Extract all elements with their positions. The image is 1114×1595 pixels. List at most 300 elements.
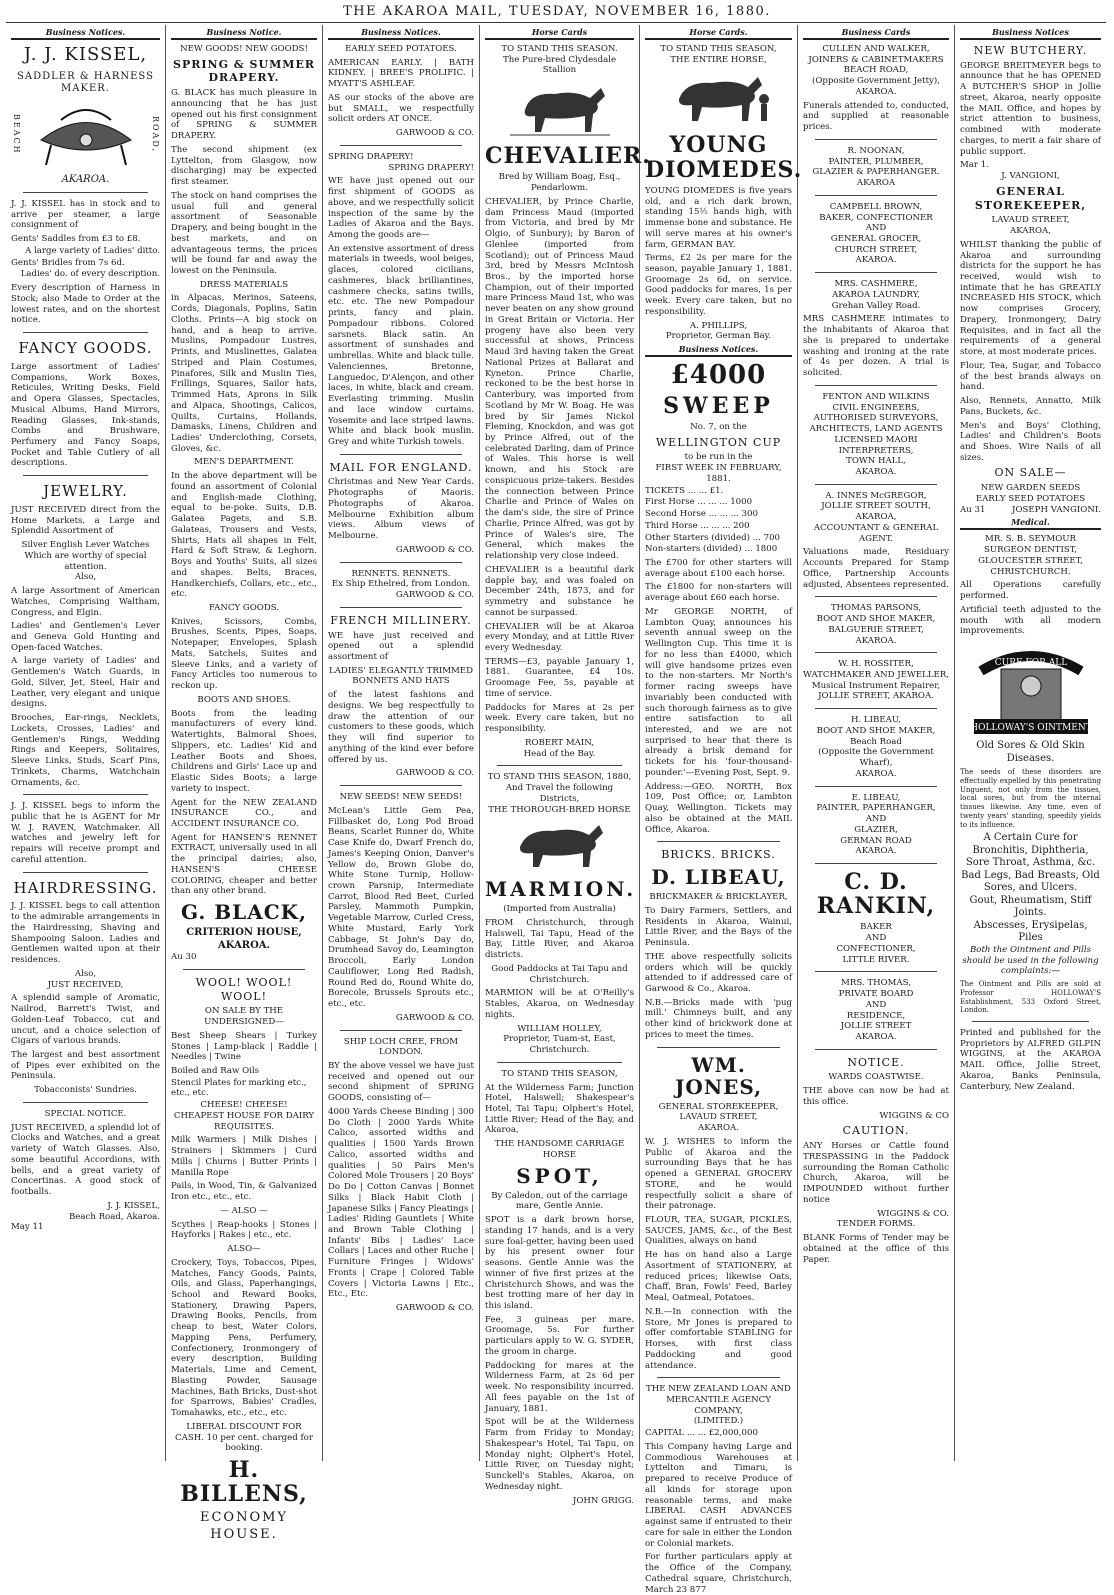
seed-list: McLean's Little Gem Pea, Fillbasket do, Long Pod Broad Beans, Scarlet Runner do, White Case Knife do, Dwarf French do, James's Keeping Onion, Danver's Yellow do, Brown Globe do, White Stone Turnip, Hollow-crown Parsnip, Intermediate Carrot, Blood Red Beet, Curled Parsley, Mammoth Pumpkin, Vegetable Marrow, Curled Cress, White Mustard, Early York Cabbage, St John's Day do, Drumhead Savoy do, Leamington Broccoli, Early London Cauliflower, Long Red Radish, Round Red do, Round White do, Borecole, Brussels Sprouts etc., etc., etc. <box>328 805 474 1010</box>
printer-imprint: Printed and published for the Proprietors by ALFRED GILPIN WIGGINS, at the AKAROA MAIL Office, Jollie Street, Akaroa, Banks Peninsula, Canterbury, New Zealand. <box>960 1028 1101 1092</box>
cheese-house: CHEAPEST HOUSE FOR DAIRY REQUISITES. <box>173 1110 315 1132</box>
nz-loan-title: THE NEW ZEALAND LOAN AND MERCANTILE AGENCY COMPANY, <box>646 1384 791 1416</box>
column-header: Business Notice. <box>171 25 317 40</box>
prize-non-starters: Non-starters (divided) ... 1800 <box>645 544 778 555</box>
column-kissel <box>6 25 166 1461</box>
insurance-agent: Agent for the NEW ZEALAND INSURANCE CO., and ACCIDENT INSURANCE CO. <box>171 797 317 829</box>
bonnets-text: of the latest fashions and designs. We beg respectfully to draw the attention of our customers to these goods, which they will find superior to anything of the kind ever before offered by us. <box>328 690 474 765</box>
entire-horse: THE ENTIRE HORSE, <box>670 54 767 65</box>
prize-third: Third Horse ... ... ... 200 <box>645 520 750 531</box>
jones-akaroa: AKAROA. <box>698 1123 739 1134</box>
watch-guards: A large variety of Ladies' and Gentlemen's Watch Guards, in Gold, Silver, Jet, Steel, Hair and Leather, very elegant and unique designs. <box>11 656 160 710</box>
north-address: Address:—GEO. NORTH, Box 109, Post Office; or, Lambton Quay, Wellington. Tickets may also be obtained at the MAIL Office, Akaroa. <box>645 781 792 835</box>
also-divider: — ALSO — <box>220 1205 268 1216</box>
column-butchery <box>955 25 1106 1461</box>
bricklayer: BRICKMAKER & BRICKLAYER, <box>649 892 788 903</box>
stock-text: The stock on hand comprises the usual full and general assortment of Seasonable Drapery, and being bought in the best markets, and on advantageous terms, the prices will be found far and away the lowest on the Peninsula. <box>171 190 317 276</box>
horse-engraving <box>485 80 634 140</box>
and-2: AND <box>865 814 887 825</box>
libeau-text-2: THE above respectfully solicits orders which will be quickly attended to if addressed care of Garwood & Co., Akaroa. <box>645 951 792 994</box>
boot-maker: BOOT AND SHOE MAKER, <box>816 614 936 625</box>
wellington-cup: WELLINGTON CUP <box>655 435 782 449</box>
boots-title: BOOTS AND SHOES. <box>197 694 291 705</box>
valuations: Valuations made, Residuary Accounts Prepared for Stamp Office, Partnership Accounts adjusted, Absentees represented. <box>803 547 949 590</box>
rennets-text: Also, Rennets, Annatto, Milk Pans, Buckets, &c. <box>960 396 1101 417</box>
on-sale: ON SALE BY THE UNDERSIGNED— <box>204 1006 284 1028</box>
prize-others: Other Starters (divided) ... 700 <box>645 532 781 543</box>
tobacco-text: A splendid sample of Aromatic, Nailrod, Barrett's Twist, and Golden-Leaf Tobacco, cut and uncut, and a choice selection of Cigars of various brands. <box>11 993 160 1047</box>
horse-icon <box>505 80 615 140</box>
billens-name: H. BILLENS, <box>180 1456 308 1508</box>
chevalier-paddocks: Paddocks for Mares at 2s per week. Every care taken, but no responsibility. <box>485 702 634 735</box>
spot-name: SPOT, <box>516 1163 603 1188</box>
criterion-house: CRITERION HOUSE, AKAROA. <box>186 927 302 951</box>
jollie-south: JOLLIE STREET SOUTH, <box>821 501 931 512</box>
cheese-title: CHEESE! CHEESE! <box>200 1100 288 1111</box>
town-hall: TOWN HALL, <box>846 456 906 467</box>
tender-title: TENDER FORMS. <box>836 1219 916 1230</box>
seed-text: AS our stocks of the above are but SMALL, we respectfully solicit orders AT ONCE. <box>328 92 474 125</box>
glazier: GLAZIER & PAPERHANGER. <box>812 167 940 178</box>
sweep-text-2: The £1800 for non-starters will average about £60 each horse. <box>645 582 792 604</box>
bricks-title: BRICKS. BRICKS. <box>661 848 776 862</box>
prize-first: First Horse ... ... ... 1000 <box>645 497 753 508</box>
tickets-price: TICKETS ... ... £1. <box>645 485 724 496</box>
stand-heading: TO STAND THIS SEASON, <box>660 44 777 54</box>
imported-text: (Imported from Australia) <box>503 904 616 915</box>
saddler-heading: SADDLER & HARNESS MAKER. <box>17 70 154 94</box>
rennets-title: RENNETS. RENNETS. <box>351 568 451 579</box>
saddle-emblem <box>11 100 160 170</box>
run-text: to be run in the <box>684 452 753 463</box>
spring-drapery-title: SPRING & SUMMER DRAPERY. <box>173 57 315 85</box>
chevalier-terms: TERMS—£3, payable January 1, 1881. Guarantee, £4 10s. Groomage Fee, 5s, payable at time of service. <box>485 656 634 699</box>
chevalier-schedule: CHEVALIER will be at Akaroa every Monday, and at Little River every Wednesday. <box>485 621 634 653</box>
holley-address: Proprietor, Tuam-st, East, Christchurch. <box>503 1034 616 1056</box>
mens-text: In the above department will be found an assortment of Colonial and English-made Clothing, equal to be-poke. Suits, D.B. Galatea Pagets, and S.B. Galateas, Trousers and Vests, Shirts, Hats all shapes in Felt, Hard & Soft Straw, & Leghorn. Boys and Youths' Suits, all sizes and shapes. Belts, Braces, Handkerchiefs, Collars, etc., etc., etc. <box>171 471 318 600</box>
grigg-signature: JOHN GRIGG. <box>572 1495 634 1506</box>
mrs-cashmere: MRS. CASHMERE, <box>834 279 918 290</box>
column-header: Horse Cards <box>485 25 634 40</box>
new-seeds-title: NEW SEEDS! NEW SEEDS! <box>339 792 463 803</box>
garwood-signature-5: GARWOOD & CO. <box>395 1012 474 1023</box>
holloway-engraving <box>960 641 1101 736</box>
whilst-text: WHILST thanking the public of Akaroa and surrounding districts for the support he has received, would wish to intimate that he has GREATLY INCREASED HIS STOCK, which now comprises Grocery, Drapery, Ironmongery, Dairy Requisites, and in fact all the requirements of a general store, at most moderate prices. <box>960 239 1101 358</box>
second-shipment: The second shipment (ex Lyttelton, from Glasgow, now discharging) may be expected first steamer. <box>171 144 317 188</box>
old-sores-title: Old Sores & Old Skin Diseases. <box>976 740 1085 764</box>
gblack-name: G. BLACK, <box>180 900 308 925</box>
dairy-list: Milk Warmers | Milk Dishes | Strainers | Skimmers | Curd Mills | Churns | Butter Prints | Manilla Rope <box>171 1135 317 1178</box>
akaroa-5: AKAROA, <box>855 512 897 523</box>
medical-header: Medical. <box>960 515 1101 530</box>
laundry: AKAROA LAUNDRY, <box>831 289 920 300</box>
ladies-ditto: A large variety of Ladies' ditto. <box>25 245 160 256</box>
grocer: GENERAL GROCER, <box>830 234 922 245</box>
maori-interpreters: LICENSED MAORI INTERPRETERS, <box>834 434 918 456</box>
horse-engraving-3 <box>645 69 792 129</box>
economy-house: ECONOMY HOUSE. <box>199 1510 289 1542</box>
and-4: AND <box>865 999 887 1010</box>
bronchitis-title: A Certain Cure for Bronchitis, Diphtheria, Sore Throat, Asthma, &c. <box>965 832 1096 869</box>
capital: CAPITAL ... ... £2,000,000 <box>645 1428 758 1439</box>
stand-heading-2: TO STAND THIS SEASON, 1880, <box>487 772 632 783</box>
kissel-name: J. J. KISSEL, <box>23 44 148 65</box>
spot-schedule: Spot will be at the Wilderness Farm from Friday to Monday; Shakespear's Hotel, Tai Tapu, on Monday night; Olphert's Hotel, Little River, on Tuesday night; Sunckell's Stables, Akaroa, on Wednesday night. <box>485 1417 634 1492</box>
spring-drapery-2: SPRING DRAPERY! <box>388 162 474 173</box>
wards-coastwise: WARDS COASTWISE. <box>828 1072 924 1083</box>
church-street: CHURCH STREET, <box>834 244 918 255</box>
mrs-thomas: MRS. THOMAS, <box>841 978 911 989</box>
boot-maker-2: BOOT AND SHOE MAKER, <box>816 725 936 736</box>
gout-title: Gout, Rheumatism, Stiff Joints. <box>969 894 1092 919</box>
road-label: ROAD, <box>151 115 160 154</box>
hairdressing-title: HAIRDRESSING. <box>13 878 158 897</box>
chevalier-name: CHEVALIER. <box>485 143 651 170</box>
caution-text: ANY Horses or Cattle found TRESPASSING in the Paddock surrounding the Roman Catholic Church, Akaroa, will be IMPOUNDED without further notice <box>803 1141 949 1205</box>
good-paddocks: Good Paddocks at Tai Tapu and Christchurch. <box>491 963 628 985</box>
marmion-schedule: MARMION will be at O'Reilly's Stables, Akaroa, on Wednesday nights. <box>485 988 634 1020</box>
clydesdale-text: The Pure-bred Clydesdale Stallion <box>502 54 617 76</box>
mcgregor: A. INNES McGREGOR, <box>825 490 927 501</box>
limited: (LIMITED.) <box>693 1416 744 1427</box>
little-river: LITTLE RIVER. <box>842 954 910 965</box>
jewelry-text: JUST RECEIVED direct from the Home Markets, a Large and Splendid Assortment of <box>11 504 160 537</box>
sweep-text: The £700 for other starters will average about £100 each horse. <box>645 558 792 579</box>
flour-text: Flour, Tea, Sugar, and Tobacco of the best brands always on hand. <box>960 360 1101 393</box>
ship-text: BY the above vessel we have just received and opened out our second shipment of SPRING GOODS, consisting of— <box>328 1060 474 1104</box>
liberal-discount: LIBERAL DISCOUNT FOR CASH. 10 per cent. charged for booking. <box>175 1421 313 1454</box>
akaroa-label: AKAROA. <box>61 173 110 185</box>
vangioni-name: J. VANGIONI, <box>1001 171 1060 182</box>
silver-watches: Silver English Lever Watches <box>21 540 150 551</box>
gents-saddles: Gents' Saddles from £3 to £8. <box>11 234 141 245</box>
ladies-bridles: Ladies' do. of every description. <box>20 269 160 280</box>
jetty: (Opposite Government Jetty), <box>812 76 940 87</box>
brooches-list: Brooches, Ear-rings, Necklets, Lockets, Crosses, Ladies' and Gentlemen's Rings, Wedding Rings and Keepers, Solitaires, Sleeve Links, Studs, Scarf Pins, Trinkets, Charms, Watchchain Ornaments, &c. <box>11 713 160 788</box>
french-text: WE have just received and opened out a splendid assortment of <box>328 630 474 663</box>
and-3: AND <box>865 933 887 944</box>
beach-road: BEACH ROAD, <box>843 65 909 76</box>
confectioner: CONFECTIONER, <box>836 943 916 954</box>
jollie-street: JOLLIE STREET, AKAROA. <box>818 691 934 702</box>
cashmere-text: MRS CASHMERE intimates to the inhabitants of Akaroa that she is prepared to undertake washing and ironing at the rate of 4s per dozen. A trial is solicited. <box>803 314 949 379</box>
bad-legs-title: Bad Legs, Bad Breasts, Old Sores, and Ulcers. <box>961 869 1100 894</box>
mar-date: Mar 1. <box>960 160 989 171</box>
phillips-name: A. PHILLIPS, <box>689 320 748 331</box>
stabling-note: N.B.—In connection with the Store, Mr Jones is prepared to offer comfortable STABLING for Horses, with first class Paddocking and good attendance. <box>645 1306 792 1371</box>
masthead-rule <box>6 22 1106 23</box>
american-watches: A large Assortment of American Watches, Comprising Waltham, Congress, and Elgin. <box>11 586 160 618</box>
marmion-route: FROM Christchurch, through Halswell, Tai Tapu, Head of the Bay, Little River, and Akaroa districts. <box>485 917 634 961</box>
mail-england-title: MAIL FOR ENGLAND. <box>329 460 473 474</box>
akaroa-4: AKAROA. <box>855 466 897 477</box>
wharf: (Opposite the Government Wharf), <box>818 747 934 769</box>
pug-mill-note: N.B.—Bricks made with 'pug mill.' Chimneys built, and any other kind of brickwork done at prices to meet the times. <box>645 997 792 1040</box>
dress-text: in Alpacas, Merinos, Sateens, Cords, Diagonals, Poplins, Satin Cloths. Prints—A big stock on hand, and a heap to arrive. Muslins, Pompadour Lustres, Prints, and Muslinettes, Galatea Striped and Plain Costumes, Pinafores, Silk and Muslin Ties, Frillings, Squares, Sailor hats, Trimmed Hats, Aprons in Silk and Alpaca, Shootings, Calicos, Quilts, Curtains, Hollands, Damasks, Linens, Children and Ladies' Underclothing, Corsets, Gloves, &c. <box>171 293 317 454</box>
pipes-text: The largest and best assortment of Pipes ever exhibited on the Peninsula. <box>11 1049 160 1082</box>
garwood-signature-2: GARWOOD & CO. <box>395 544 474 555</box>
balguerie: BALGUERIE STREET, <box>828 624 924 635</box>
wards-text: THE above can now be had at this office. <box>803 1086 949 1107</box>
jones-lavaud: LAVAUD STREET, <box>679 1112 758 1123</box>
column-header: Horse Cards. <box>645 25 792 40</box>
early-potatoes: EARLY SEED POTATOES <box>975 493 1086 504</box>
libeau-text: To Dairy Farmers, Settlers, and Residents in Akaroa, Wainui, Little River, and the Bays of the Peninsula. <box>645 905 792 949</box>
baker: BAKER, CONFECTIONER <box>819 212 933 223</box>
surgeon-dentist: SURGEON DENTIST, <box>984 545 1077 556</box>
column-garwood <box>323 25 480 1461</box>
sweep-amount: £4000 <box>670 360 767 391</box>
sweep-number: No. 7, on the <box>690 421 747 432</box>
column-black <box>166 25 323 1542</box>
jones-text: W. J. WISHES to inform the Public of Akaroa and the surrounding Bays that he has opened a GENERAL GROCERY STORE, and he would respectfully solicit a share of their patronage. <box>645 1136 792 1212</box>
akaroa-7: AKAROA. <box>855 768 897 779</box>
noonan: R. NOONAN, <box>847 145 905 156</box>
oils: Boiled and Raw Oils <box>171 1066 260 1077</box>
fancy-goods-title: FANCY GOODS. <box>18 339 153 358</box>
holloway-lettering: HOLLOWAY'S OINTMENT <box>969 723 1092 734</box>
shears-list: Best Sheep Shears | Turkey Stones | Lamp-black | Raddle | Needles | Twine <box>171 1030 317 1063</box>
accountant: ACCOUNTANT & GENERAL AGENT. <box>813 522 939 544</box>
travel-text: And Travel the following Districts, <box>505 783 614 804</box>
holley-name: WILLIAM HOLLEY, <box>517 1023 602 1034</box>
stencil: Stencil Plates for marking etc., etc., etc. <box>171 1077 307 1099</box>
column-header: Business Notices. <box>11 25 160 40</box>
campbell-brown: CAMPBELL BROWN, <box>829 201 923 212</box>
jones-name: WM. JONES, <box>674 1052 763 1099</box>
parsons: THOMAS PARSONS, <box>830 603 922 614</box>
lavaud-street: LAVAUD STREET, <box>991 215 1070 226</box>
cullen-walker: CULLEN AND WALKER, <box>822 44 930 54</box>
first-week: FIRST WEEK IN FEBRUARY, 1881. <box>655 463 782 484</box>
horse-icon <box>664 69 774 129</box>
akaroa-9: AKAROA. <box>855 1031 897 1042</box>
cure-lettering: CURE FOR ALL <box>994 658 1067 669</box>
robert-main: ROBERT MAIN, <box>525 737 594 748</box>
joseph-vangioni: JOSEPH VANGIONI. <box>1012 504 1101 515</box>
column-business-cards <box>798 25 955 1461</box>
gold-watches: Ladies' and Gentlemen's Lever and Geneva Gold Hunting and Open-faced Watches. <box>11 621 160 653</box>
rennets-text: Ex Ship Ethelred, from London. <box>331 579 471 590</box>
caution-title: CAUTION. <box>842 1124 910 1138</box>
masthead: THE AKAROA MAIL, TUESDAY, NOVEMBER 16, 1880. <box>343 4 771 19</box>
libeau-name: D. LIBEAU, <box>651 865 786 890</box>
special-attention: Which are worthy of special attention. <box>24 550 147 572</box>
vangioni-signature-row <box>960 505 1101 516</box>
beach-label: BEACH <box>12 114 21 155</box>
on-sale: ON SALE— <box>994 466 1067 480</box>
akaroa-2: AKAROA <box>856 178 896 189</box>
caledon-text: By Caledon, out of the carriage mare, Gentle Annie. <box>491 1190 628 1212</box>
christchurch: CHRISTCHURCH. <box>990 566 1071 577</box>
rossiter: W. H. ROSSITER, <box>838 659 914 670</box>
sold-text: The Ointment and Pills are sold at Professor HOLLOWAY'S Establishment, 533 Oxford Street, London. <box>960 980 1101 1015</box>
bonnets-title: LADIES' ELEGANTLY TRIMMED BONNETS AND HATS <box>329 665 473 687</box>
watchmaker: WATCHMAKER AND JEWELLER, <box>803 669 949 680</box>
holloway-seal-icon <box>966 641 1096 736</box>
garwood-signature: GARWOOD & CO. <box>395 128 474 139</box>
wool-title: WOOL! WOOL! WOOL! <box>195 975 293 1003</box>
gents-bridles: Gents' Bridles from 7s 6d. <box>11 257 125 268</box>
horse-icon <box>505 819 615 874</box>
old-sores-text: The seeds of these disorders are effectually expelled by this penetrating Unguent, not only from the tissues, local sores, but from the internal tissues likewise. Any time, even of twenty years' standing, speedily yields to its influence. <box>960 768 1101 829</box>
musical-repairer: Musical Instrument Repairer, <box>811 680 941 691</box>
also-divider-2: ALSO— <box>227 1244 261 1255</box>
h-libeau: H. LIBEAU, <box>850 715 902 726</box>
flour-list: FLOUR, TEA, SUGAR, PICKLES, SAUCES, JAMS, &c., of the Best Qualities, always on hand <box>645 1215 792 1247</box>
joiners: JOINERS & CABINETMAKERS <box>808 54 944 65</box>
boots-text: Men's and Boys' Clothing, Ladies' and Children's Boots and Shoes. Wire Nails of all sizes. <box>960 420 1101 463</box>
fenton-wilkins: FENTON AND WILKINS <box>822 391 930 402</box>
stationery-text: He has on hand also a Large Assortment of STATIONERY, at reduced prices; likewise Oats, Chaff, Bran, Fowls' Feed, Barley Meal, Oatmeal, Potatoes. <box>645 1250 792 1304</box>
beach-road-2: Beach Road <box>850 736 902 747</box>
young-diomedes-terms: Terms, £2 2s per mare for the season, payable January 1, 1881. Groomage 2s 6d, on service. Good paddocks for mares, 1s per week. Every care taken, but no responsibility. <box>645 253 792 317</box>
private-board: PRIVATE BOARD <box>838 989 914 1000</box>
fancy-goods-text: Large assortment of Ladies' Companions, Work Boxes, Reticules, Writing Desks, Field and Opera Glasses, Spectacles, Musical Albums, Hand Mirrors, Reading Glasses, Ink-stands, Combs and Brushware, Perfumery and Fancy Soaps, Pocket and Table Cutlery of all descriptions. <box>11 361 160 469</box>
and-1: AND <box>865 223 887 234</box>
au-date: Au 31 <box>960 504 986 515</box>
carriage-horse: THE HANDSOME CARRIAGE HORSE <box>494 1139 625 1160</box>
head-of-bay: Head of the Bay. <box>523 748 596 759</box>
column-header: Business Cards <box>803 25 949 40</box>
akaroa-1: AKAROA. <box>855 86 897 97</box>
akaroa: AKAROA, <box>1010 226 1051 237</box>
young-diomedes-name: YOUNG DIOMEDES. <box>645 132 803 183</box>
marmion-name: MARMION. <box>485 877 637 902</box>
hairdressing-text: J. J. KISSEL begs to call attention to the admirable arrangements in the Hairdressing, Shaving and Shampooing Saloon. Ladies and Gentlemen waited upon at their residences. <box>11 901 160 966</box>
north-text: Mr GEORGE NORTH, of Lambton Quay, announces his seventh annual sweep on the Wellington Cup. This time it is for no less than £4000, which will give handsome prizes even to the non-starters. Mr North's former racing sweeps have invariably been conducted with such thorough fairness as to give entire satisfaction to all interested, and we are not surprised to hear that there is already a brisk demand for tickets for his 'four-thousand-pounder.'—Evening Post, Sept. 9. <box>645 606 792 778</box>
column-header: Business Notices <box>960 25 1101 40</box>
baker-2: BAKER <box>860 922 892 933</box>
special-notice-text: JUST RECEIVED, a splendid lot of Clocks and Watches, and a great variety of Watch Glasses. Also, some beautiful Accordions, with bells, and a great variety of Concertinas. A good stock of footballs. <box>11 1122 160 1198</box>
ship-list: 4000 Yards Cheese Binding | 300 Do Cloth | 2000 Yards White Calico, assorted widths and qualities | 1500 Yards Brown Calico, assorted widths and qualities | 50 Pairs Men's Colored Mole Trousers | 20 Boys' Do Do | Cotton Canvas | Bonnet Silks | Black Habit Cloth | Japanese Silks | Fancy Pleatings | Ladies' Riding Gauntlets | White and Brown Table Clothing | Infants' Bibs | Ladies' Lace Collars | Laces and other Ruche | Furniture Fringes | Widows' Fronts | Crape | Colored Table Covers | Victoria Lawns | Etc., Etc., Etc. <box>328 1106 474 1300</box>
french-millinery-title: FRENCH MILLINERY. <box>330 613 472 627</box>
wilderness-text: At the Wilderness Farm; Junction Hotel, Halswell; Shakespear's Hotel, Tai Tapu; Olphert's Hotel, Little River; Head of the Bay, and Akaroa, <box>485 1082 634 1136</box>
garden-seeds: NEW GARDEN SEEDS <box>980 483 1081 494</box>
architects: ARCHITECTS, LAND AGENTS <box>809 424 943 435</box>
also-label: Also, <box>74 572 97 583</box>
both-text: Both the Ointment and Pills should be used in the following complaints:— <box>962 944 1099 977</box>
jollie-street-3: JOLLIE STREET <box>840 1021 912 1032</box>
column-horse-cards <box>480 25 651 1506</box>
young-diomedes-text: YOUNG DIOMEDES is five years old, and a rich dark brown, standing 15½ hands high, with immense bone and substance. He will serve mares at his owner's farm, GERMAN BAY. <box>645 185 792 250</box>
rankin-name: C. D. RANKIN, <box>816 869 936 920</box>
jones-storekeeper: GENERAL STOREKEEPER, <box>658 1101 779 1112</box>
spot-fee: Fee, 3 guineas per mare. Groomage, 5s. For further particulars apply to W. G. SYDER, the groom in charge. <box>485 1314 634 1357</box>
spring-list: An extensive assortment of dress materials in tweeds, wool beiges, glaces, colored cicilians, cashmeres, black brilliantines, cashmere checks, satins twills, etc. etc. The new Pompadour prints, fancy and plain. Pompadour ribbons. Colored sarsnets. Black satin. An assortment of sunshades and umbrellas. White and black tulle. Valenciennes, Bretonne, Languedoc, D'Alençon, and other laces, in white, black and cream. Everlasting trimming. Muslin and lace window curtains. Yosemite and lace striped lawns. White and black book muslin. Grey and white Turkish towels. <box>328 243 474 447</box>
akaroa-8: AKAROA. <box>855 846 897 857</box>
nz-loan-text-2: For further particulars apply at the Office of the Company, Cathedral square, Christchurch, March 23 877 <box>645 1552 792 1595</box>
garwood-signature-3: GARWOOD & CO. <box>395 590 474 601</box>
prize-second: Second Horse ... ... ... 300 <box>645 509 758 520</box>
nz-loan-text: This Company having Large and Commodious Warehouses at Lyttelton and Timaru, is prepared to receive Produce of all kinds for storage upon reasonable terms, and make LIBERAL CASH ADVANCES against same if entrusted to their care for sale in either the London or Colonial markets. <box>645 1441 792 1549</box>
sweep-title: SWEEP <box>663 392 774 419</box>
black-intro: G. BLACK has much pleasure in announcing that he has just opened out his first consignment of SPRING & SUMMER DRAPERY. <box>171 88 317 142</box>
stand-heading: TO STAND THIS SEASON. <box>501 44 618 54</box>
e-libeau: E. LIBEAU, <box>851 792 901 803</box>
bred-by: Bred by William Boag, Esq., Pendarlowm. <box>498 172 621 194</box>
date-code: May 11 <box>11 1222 44 1233</box>
boots-text: Boots from the leading manufacturers of every kind. Watertights, Balmoral Shoes, Slippers, etc. Ladies' Kid and Leather Boots and Shoes, Childrens and Girls' Lace up and Elastic Sides Boots; a large variety to inspect. <box>171 708 317 794</box>
jewelry-title: JEWELRY. <box>43 482 128 501</box>
stand-heading-3: TO STAND THIS SEASON, <box>501 1068 618 1079</box>
raven-agent: J. J. KISSEL begs to inform the public that he is AGENT for Mr W. J. RAVEN, Watchmaker. All watches and jewelry left for repairs will receive prompt and careful attention. <box>11 801 160 865</box>
newspaper-page <box>6 25 1106 1595</box>
abscesses-title: Abscesses, Erysipelas, Piles <box>973 919 1088 944</box>
glazier-2: GLAZIER, <box>854 824 898 835</box>
general-storekeeper: GENERAL STOREKEEPER, <box>974 184 1087 212</box>
surveyors: AUTHORISED SURVEYORS, <box>813 413 939 424</box>
saddle-engraving-icon <box>31 100 141 170</box>
ship-title: SHIP LOCH CREE, FROM LONDON. <box>343 1036 459 1058</box>
harness-text: Every description of Harness in Stock; also Made to Order at the lowest rates, and on the shortest notice. <box>11 283 160 326</box>
phillips-address: Proprietor, German Bay. <box>665 331 772 342</box>
mens-title: MEN'S DEPARTMENT. <box>194 457 294 468</box>
spring-text: WE have just opened out our first shipment of GOODS as above, and we respectfully solicit inspection of the same by the Ladies of Akaroa and the Bays. Among the goods are— <box>328 176 474 241</box>
akaroa-6: AKAROA. <box>855 635 897 646</box>
fancy-text: Knives, Scissors, Combs, Brushes, Scents, Pipes, Soaps, Notepaper, Envelopes, Splash Mats, Satchels, Suites and Sleeve Links, and a variety of Fancy Articles too numerous to reckon up. <box>171 616 317 692</box>
grehan: Grehan Valley Road. <box>831 300 921 311</box>
gloucester-street: GLOUCESTER STREET, <box>978 555 1083 566</box>
pails: Pails, in Wood, Tin, & Galvanized Iron etc., etc., etc. <box>171 1181 317 1203</box>
mail-england-text: Christmas and New Year Cards. Photographs of Maoris. Photographs of Akaroa. Melbourne Exhibition album views. Album views of Melbourne. <box>328 477 474 542</box>
spot-description: SPOT is a dark brown horse, standing 17 hands, and is a very sure foal-getter, having been used by his present owner four seasons. Gentle Annie was the winner of five first prizes at the Christchurch Shows, and was the best trotting mare of her day in this island. <box>485 1215 634 1312</box>
dress-title: DRESS MATERIALS <box>199 279 289 290</box>
new-goods: NEW GOODS! NEW GOODS! <box>180 44 308 54</box>
sundries-text: Tobacconists' Sundries. <box>34 1085 137 1096</box>
artificial-teeth: Artificial teeth adjusted to the mouth with all modern improvements. <box>960 604 1101 637</box>
column-sweep <box>640 25 803 1595</box>
wiggins-signature-2: WIGGINS & CO. <box>877 1208 949 1219</box>
chevalier-pedigree: CHEVALIER, by Prince Charlie, dam Princess Maud (imported from Victoria, and bred by Mr Olgio, of Sunbury); by Baron of Glenlee (imported from Scotland); out of Princess Maud 3rd, bred by Messrs McIntosh Bros., by the imported horse Champion, out of their imported mare Princess Maud 1st, who was never beaten on any show ground in Great Britain or Victoria. Her progeny have also been very successful at shows, Princess Maud 3rd having taken the Great National Prizes at Ballarat and Kyneton. Prince Charlie, reckoned to be the best horse in Canterbury, was imported from Scotland by Mr W. Boag. He was bred by Sir James Nickol Fleming, Knockdon, and was got by Prince Alfred, out of the celebrated Darling, dam of Prince of Wales. This horse is well known, and his Stock are conspicuous prize-takers. Besides the connection between Prince Charlie and Prince of Wales on the dam's side, the sire of Prince Charlie, Prince Alfred, was got by Prince of Wales's sire, The General, which makes the relationship very close indeed. <box>485 196 634 562</box>
wiggins-signature: WIGGINS & CO <box>879 1110 949 1121</box>
tender-text: BLANK Forms of Tender may be obtained at the office of this Paper. <box>803 1233 949 1265</box>
crockery-list: Crockery, Toys, Tobaccos, Pipes, Matches, Fancy Goods, Paints, Oils, and Glass, Paperhangings, School and Reward Books, Stationery, Drawing Papers, Drawing Books, Pencils, from cheap to best, Water Colors, Mapping Pens, Perfumery, Confectionery, Ironmongery of every description, Building Materials, Lime and Cement, Blasting Powder, Sausage Machines, Bath Bricks, Dust-shot for Sparrows, Babies' Cradles, Tomahawks, etc., etc., etc. <box>171 1257 317 1419</box>
garwood-signature-6: GARWOOD & CO. <box>395 1303 474 1314</box>
seed-title: EARLY SEED POTATOES. <box>345 44 457 54</box>
horse-engraving-2 <box>485 819 634 874</box>
painter-2: PAINTER, PAPERHANGER, <box>816 803 936 814</box>
seed-varieties: AMERICAN EARLY. | BATH KIDNEY. | BREE'S PROLIFIC. | MYATT'S ASHLEAF. <box>328 57 474 90</box>
seymour: MR. S. B. SEYMOUR <box>985 534 1076 545</box>
thoroughbred-text: THE THOROUGH-BRED HORSE <box>488 804 631 815</box>
funerals: Funerals attended to, conducted, and supplied at reasonable prices. <box>803 100 949 133</box>
spring-drapery-1: SPRING DRAPERY! <box>328 151 414 162</box>
painter-plumber: PAINTER, PLUMBER, <box>828 156 924 167</box>
special-notice-title: SPECIAL NOTICE. <box>44 1108 127 1119</box>
residence: RESIDENCE, <box>846 1010 906 1021</box>
operations: All Operations carefully performed. <box>960 580 1101 602</box>
column-header: Business Notices. <box>328 25 474 40</box>
column-header-2: Business Notices. <box>645 342 792 357</box>
scythes-list: Scythes | Reap-hooks | Stones | Hayforks | Rakes | etc., etc. <box>171 1219 317 1241</box>
garwood-signature-4: GARWOOD & CO. <box>395 768 474 779</box>
german-road: GERMAN ROAD <box>840 835 912 846</box>
notice-title: NOTICE. <box>847 1055 905 1069</box>
butchery-title: NEW BUTCHERY. <box>973 44 1088 57</box>
just-received: JUST RECEIVED, <box>47 979 124 990</box>
butchery-text: GEORGE BREITMEYER begs to announce that he has OPENED A BUTCHER'S SHOP in Jollie street, Akaroa, nearly opposite the MAIL Office, and hopes by strict attention to business, combined with moderate charges, to merit a fair share of public support. <box>960 60 1101 157</box>
signature-address: Beach Road, Akaroa. <box>68 1211 160 1222</box>
chevalier-description: CHEVALIER is a beautiful dark dapple bay, and was foaled on December 24th, 1873, and for symmetry and substance he cannot be surpassed. <box>485 564 634 618</box>
akaroa-3: AKAROA. <box>855 255 897 266</box>
date-code: Au 30 <box>171 952 197 963</box>
signature-name: J. J. KISSEL, <box>107 1200 160 1211</box>
hansen-agent: Agent for HANSEN'S RENNET EXTRACT, universally used in all the principal dairies; also, HANSEN'S CHEESE COLORING, cheaper and better than any other brand. <box>171 832 317 897</box>
spot-paddocking: Paddocking for mares at the Wilderness Farm, at 2s 6d per week. No responsibility incurred. All fees payable on the 1st of January, 1881. <box>485 1360 634 1414</box>
fancy-title: FANCY GOODS. <box>208 603 280 614</box>
intro-text: J. J. KISSEL has in stock and to arrive per steamer, a large consignment of <box>11 199 160 231</box>
